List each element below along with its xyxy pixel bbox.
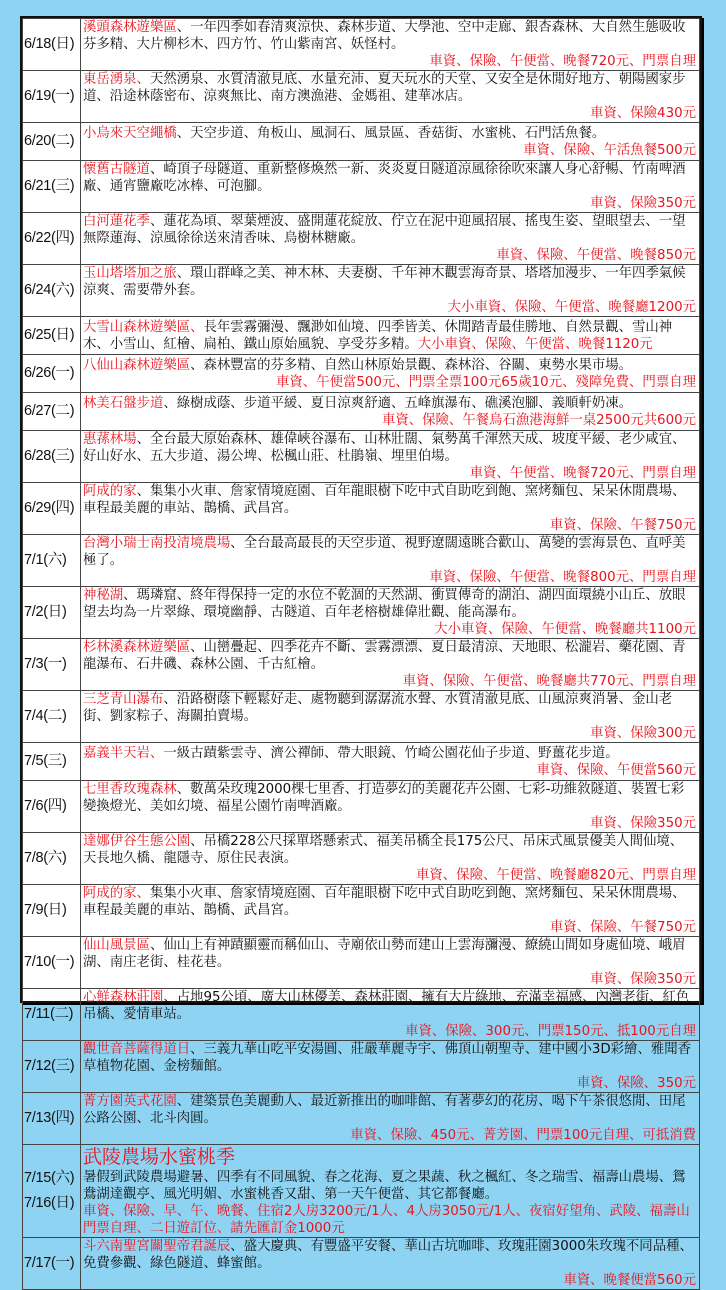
- trip-description: [81, 1145, 700, 1238]
- trip-date: 7/10(一): [23, 937, 81, 989]
- trip-date: 7/3(一): [23, 639, 81, 691]
- trip-destination-title: 懷舊古隧道: [83, 162, 150, 177]
- trip-date: 6/25(日): [23, 317, 81, 355]
- trip-details: 長年雲霧彌漫、飄渺如仙境、四季皆美、休閒踏青最佳勝地、自然景觀、雪山神木、小雪山、紅檜、扁柏、鐵山原始風貌、享受芬多精。: [83, 319, 673, 352]
- trip-date: 6/19(一): [23, 71, 81, 123]
- trip-details: 、瑪璘窟、終年得保持一定的水位不乾涸的天然湖、衝買傳奇的湖泊、湖四面環繞小山丘、放眼望去均為一片翠綠、環境幽靜、古隧道、百年老榕樹雄偉壯觀、能高瀑布。: [83, 588, 686, 620]
- trip-description: [81, 265, 700, 317]
- trip-price: 車資、保險、午餐750元: [549, 518, 696, 533]
- trip-destination-title: 阿成的家、: [83, 886, 150, 901]
- itinerary-row: [23, 885, 700, 937]
- trip-description: [81, 1238, 700, 1290]
- trip-details: 、全台最大原始森林、雄偉峽谷瀑布、山林壯闊、氣勢萬千渾然天成、坡度平緩、老少咸宜、好山好水、五大步道、湯公埤、松楓山莊、杜鵑嶺、埋里伯場。: [83, 432, 686, 464]
- trip-price: 車資、保險、午便當、晚餐廳共770元、門票自理: [402, 674, 696, 689]
- itinerary-row: [23, 937, 700, 989]
- itinerary-row: [23, 483, 700, 535]
- trip-destination-title: 惠蓀林場: [83, 432, 137, 447]
- trip-description: [81, 161, 700, 213]
- trip-date: 6/22(四): [23, 213, 81, 265]
- itinerary-row: [23, 1238, 700, 1290]
- itinerary-row: [23, 1145, 700, 1238]
- trip-description: [81, 691, 700, 743]
- trip-date: 7/8(六): [23, 833, 81, 885]
- itinerary-row: [23, 71, 700, 123]
- trip-description: [81, 535, 700, 587]
- trip-destination-title: 心鮮森林莊園: [83, 990, 164, 1005]
- itinerary-row: [23, 265, 700, 317]
- trip-date: 6/29(四): [23, 483, 81, 535]
- itinerary-row: [23, 19, 700, 71]
- trip-price: 車資、保險350元: [590, 816, 696, 831]
- itinerary-row: [23, 639, 700, 691]
- itinerary-row: [23, 743, 700, 781]
- trip-description: [81, 743, 700, 781]
- trip-destination-title: 玉山塔塔加之旅: [83, 266, 177, 281]
- itinerary-row: [23, 587, 700, 639]
- trip-price: 大小車資、保險、午便當、晚餐廳1200元: [447, 300, 696, 315]
- itinerary-row: [23, 213, 700, 265]
- trip-destination-title: 菁方園英式花園: [83, 1094, 177, 1109]
- itinerary-sheet: [20, 16, 702, 1288]
- trip-date: 6/27(二): [23, 393, 81, 431]
- trip-description: [81, 937, 700, 989]
- trip-description: [81, 639, 700, 691]
- trip-details: 、全台最高最長的天空步道、視野遼闊遠眺合歡山、萬變的雲海景色、直呼美極了。: [83, 536, 686, 568]
- trip-description: [81, 431, 700, 483]
- trip-price: 車資、晚餐便當560元: [563, 1273, 696, 1288]
- trip-details: 、山巒疊起、四季花卉不斷、雲霧漂漂、夏日最清涼、天地眼、松瀧岩、藥花園、青龍瀑布、石井磯、森林公園、千古紅檜。: [83, 640, 686, 672]
- trip-description: [81, 483, 700, 535]
- trip-details: 、沿路樹蔭下輕鬆好走、處物聽到潺潺流水聲、水質清澈見底、山風涼爽消暑、金山老街、劉家粽子、海關拍賣場。: [83, 692, 673, 724]
- trip-date: 7/13(四): [23, 1093, 81, 1145]
- itinerary-row: [23, 989, 700, 1041]
- trip-details: 、蓮花為頃、翠葉煙波、盛開蓮花綻放、佇立在泥中迎風招展、搖曳生姿、望眼望去、一望無際蓮海、涼風徐徐送來清香味、烏樹林糖廠。: [83, 214, 686, 246]
- trip-destination-title: 仙山風景區: [83, 938, 150, 953]
- trip-price: 車資、保險430元: [590, 106, 696, 121]
- itinerary-row: [23, 535, 700, 587]
- itinerary-row: [23, 781, 700, 833]
- trip-date: 7/2(日): [23, 587, 81, 639]
- itinerary-table: [22, 18, 700, 1290]
- trip-price: 車資、保險、300元、門票150元、抵100元自理: [405, 1024, 696, 1039]
- trip-description: [81, 885, 700, 937]
- trip-destination-title: 嘉義半天岩、: [83, 745, 164, 761]
- trip-description: [81, 71, 700, 123]
- trip-date: 6/24(六): [23, 265, 81, 317]
- trip-price: 大小車資、保險、午便當、晚餐廳共1100元: [434, 622, 696, 637]
- itinerary-row: [23, 393, 700, 431]
- trip-destination-title: 溪頭森林遊樂區: [83, 20, 177, 35]
- trip-date: 6/21(三): [23, 161, 81, 213]
- itinerary-row: [23, 1041, 700, 1093]
- trip-price: 車資、保險、450元、菁芳園、門票100元自理、可抵消費: [350, 1128, 696, 1143]
- trip-destination-title: 大雪山森林遊樂區、: [83, 319, 204, 335]
- itinerary-row: [23, 123, 700, 161]
- trip-destination-title: 武陵農場水蜜桃季: [83, 1146, 236, 1168]
- itinerary-row: [23, 317, 700, 355]
- trip-description: [81, 1093, 700, 1145]
- trip-description: [81, 317, 700, 355]
- trip-details: 、天空步道、角板山、風洞石、風景區、香菇街、水蜜桃、石門活魚餐。: [176, 125, 606, 141]
- trip-price: 車資、午便當500元、門票全票100元65歲10元、殘障免費、門票自理: [276, 374, 696, 390]
- trip-destination-title: 阿成的家: [83, 484, 137, 499]
- trip-details: 、數萬朵玫瑰2000棵七里香、打造夢幻的美麗花卉公園、七彩-功維敘隧道、裝置七彩變換燈光、美如幻境、福星公園竹南啤酒廠。: [83, 782, 685, 814]
- trip-details: 、環山群峰之美、神木林、夫妻樹、千年神木觀雲海奇景、塔塔加漫步、一年四季氣候涼爽、需要帶外套。: [83, 266, 686, 298]
- trip-details: 、占地95公頃、廣大山林優美、森林莊園、擁有大片綠地、充滿幸福感、內灣老街、紅色吊橋、愛情車站。: [83, 990, 690, 1022]
- trip-details: 、建築景色美麗動人、最近新推出的咖啡館、有著夢幻的花房、喝下午茶很悠閒、田尾公路公園、北斗肉圓。: [83, 1094, 686, 1126]
- trip-date: 7/12(三): [23, 1041, 81, 1093]
- trip-destination-title: 小烏來天空繩橋: [83, 125, 177, 141]
- trip-date: 7/17(一): [23, 1238, 81, 1290]
- itinerary-row: [23, 1093, 700, 1145]
- trip-details: 天然湧泉、水質清澈見底、水量充沛、夏天玩水的天堂、又安全是休閒好地方、朝陽國家步道、沿途林蔭密布、涼爽無比、南方澳漁港、金媽祖、建華冰店。: [83, 72, 686, 104]
- itinerary-row: [23, 691, 700, 743]
- trip-details: 、吊橋228公尺採單塔懸索式、福美吊橋全長175公尺、吊床式風景優美人間仙境、天長地久橋、龍隱寺、原住民表演。: [83, 834, 684, 866]
- itinerary-row: [23, 355, 700, 393]
- itinerary-row: [23, 431, 700, 483]
- trip-destination-title: 杉林溪森林遊樂區: [83, 640, 191, 655]
- trip-details: 、三義九華山吃平安湯圓、莊嚴華麗寺宇、佛頂山朝聖寺、建中國小3D彩繪、雅聞香草植物花園、金榜麵館。: [83, 1042, 692, 1074]
- trip-details: 、崎頂子母隧道、重新整修煥然一新、炎炎夏日隧道涼風徐徐吹來讓人身心舒暢、竹南啤酒廠、通宵鹽廠吃冰棒、可泡腳。: [83, 162, 686, 194]
- trip-price: 車資、保險、午便當560元: [536, 762, 696, 778]
- trip-destination-title: 台灣小瑞士南投清境農場: [83, 536, 231, 551]
- trip-details: 、森林豐富的芬多精、自然山林原始景觀、森林浴、谷關、東勢水果市場。: [190, 357, 633, 373]
- trip-date: 7/5(三): [23, 743, 81, 781]
- trip-date-end: 7/16(日): [24, 1195, 75, 1211]
- trip-destination-title: 三芝青山瀑布: [83, 692, 164, 707]
- trip-details: 一級古蹟紫雲寺、濟公禪師、帶大眼鏡、竹崎公園花仙子步道、野薑花步道。: [163, 745, 619, 761]
- trip-destination-title: 八仙山森林遊樂區: [83, 357, 191, 373]
- trip-description: [81, 989, 700, 1041]
- trip-description: [81, 833, 700, 885]
- trip-price: 車資、午便當、晚餐720元、門票自理: [469, 466, 696, 481]
- trip-date: [23, 1145, 81, 1238]
- trip-details: 、一年四季如春清爽涼快、森林步道、大學池、空中走廊、銀杏森林、大自然生態吸收芬多精、大片柳杉木、四方竹、竹山紫南宮、妖怪村。: [83, 20, 686, 52]
- trip-price: 車資、保險、午便當、晚餐850元: [496, 248, 696, 263]
- trip-destination-title: 神秘湖: [83, 588, 124, 603]
- trip-price: 車資、保險350元: [590, 196, 696, 211]
- trip-description: [81, 19, 700, 71]
- trip-description: [81, 393, 700, 431]
- trip-description: [81, 587, 700, 639]
- trip-date: 6/28(三): [23, 431, 81, 483]
- trip-details: 、綠樹成蔭、步道平緩、夏日涼爽舒適、五峰旗瀑布、礁溪泡腳、義順軒奶凍。: [163, 395, 633, 411]
- trip-details: 、盛大慶典、有豐盛平安餐、華山古坑咖啡、玫瑰莊園3000朱玫瑰不同品種、免費參觀、綠色隧道、蜂蜜館。: [83, 1239, 693, 1271]
- trip-destination-title: 觀世音菩薩得道日: [83, 1042, 191, 1057]
- trip-price: 車資、保險、午餐烏石漁港海鮮一桌2500元共600元: [381, 412, 696, 428]
- trip-destination-title: 林美石盤步道: [83, 395, 164, 411]
- trip-price: 車資、保險300元: [590, 726, 696, 741]
- trip-details: 、集集小火車、詹家情境庭園、百年龍眼樹下吃中式自助吃到飽、窯烤麵包、呆呆休閒農場、車程最美麗的車站、鵲橋、武昌宮。: [83, 484, 686, 516]
- trip-destination-title: 白河蓮花季: [83, 214, 150, 229]
- trip-date: 7/4(二): [23, 691, 81, 743]
- trip-details: 集集小火車、詹家情境庭園、百年龍眼樹下吃中式自助吃到飽、窯烤麵包、呆呆休閒農場、車程最美麗的車站、鵲橋、武昌宮。: [83, 886, 686, 918]
- trip-destination-title: 達娜伊谷生態公園: [83, 834, 191, 849]
- trip-price: 車資、保險、午便當、晚餐800元、門票自理: [429, 570, 696, 585]
- trip-date: 7/11(二): [23, 989, 81, 1041]
- itinerary-row: [23, 161, 700, 213]
- trip-price: 車資、保險350元: [590, 972, 696, 987]
- trip-date: 6/18(日): [23, 19, 81, 71]
- trip-price: 車資、保險、午便當、晚餐720元、門票自理: [429, 54, 696, 69]
- trip-destination-title: 東岳湧泉、: [83, 72, 150, 87]
- itinerary-row: [23, 833, 700, 885]
- trip-destination-title: 七里香玫瑰森林: [83, 782, 177, 797]
- trip-date: 7/9(日): [23, 885, 81, 937]
- trip-details: 暑假到武陵農場避暑、四季有不同風貌、春之花海、夏之果蔬、秋之楓紅、冬之瑞雪、福壽山農場、鴛鴦湖達觀亭、風光明媚、水蜜桃香又甜、第一天午便當、其它都餐廳。: [83, 1170, 686, 1202]
- trip-description: [81, 213, 700, 265]
- trip-date-start: 7/15(六): [24, 1170, 75, 1186]
- trip-price: 車資、保險、午餐750元: [549, 920, 696, 935]
- trip-description: [81, 781, 700, 833]
- trip-destination-title: 斗六南聖宮關聖帝君誕辰: [83, 1239, 231, 1254]
- trip-description: [81, 123, 700, 161]
- trip-price: 大小車資、保險、午便當、晚餐1120元: [417, 336, 653, 352]
- trip-price: 車資、保險、午便當、晚餐廳820元、門票自理: [416, 868, 696, 883]
- trip-price: 車資、保險、早、午、晚餐、住宿2人房3200元/1人、4人房3050元/1人、夜宿好望角、武陵、福壽山門票自理、二日遊訂位、請先匯訂金1000元: [83, 1204, 690, 1236]
- trip-price: 車資、保險、350元: [576, 1076, 696, 1091]
- trip-description: [81, 355, 700, 393]
- trip-date: 7/6(四): [23, 781, 81, 833]
- trip-date: 6/26(一): [23, 355, 81, 393]
- trip-price: 車資、保險、午活魚餐500元: [523, 142, 696, 158]
- trip-description: [81, 1041, 700, 1093]
- trip-details: 、仙山上有神蹟顯靈而稱仙山、寺廟依山勢而建山上雲海瀰漫、繚繞山間如身處仙境、峨眉湖、南庄老街、桂花巷。: [83, 938, 686, 970]
- trip-date: 6/20(二): [23, 123, 81, 161]
- trip-date: 7/1(六): [23, 535, 81, 587]
